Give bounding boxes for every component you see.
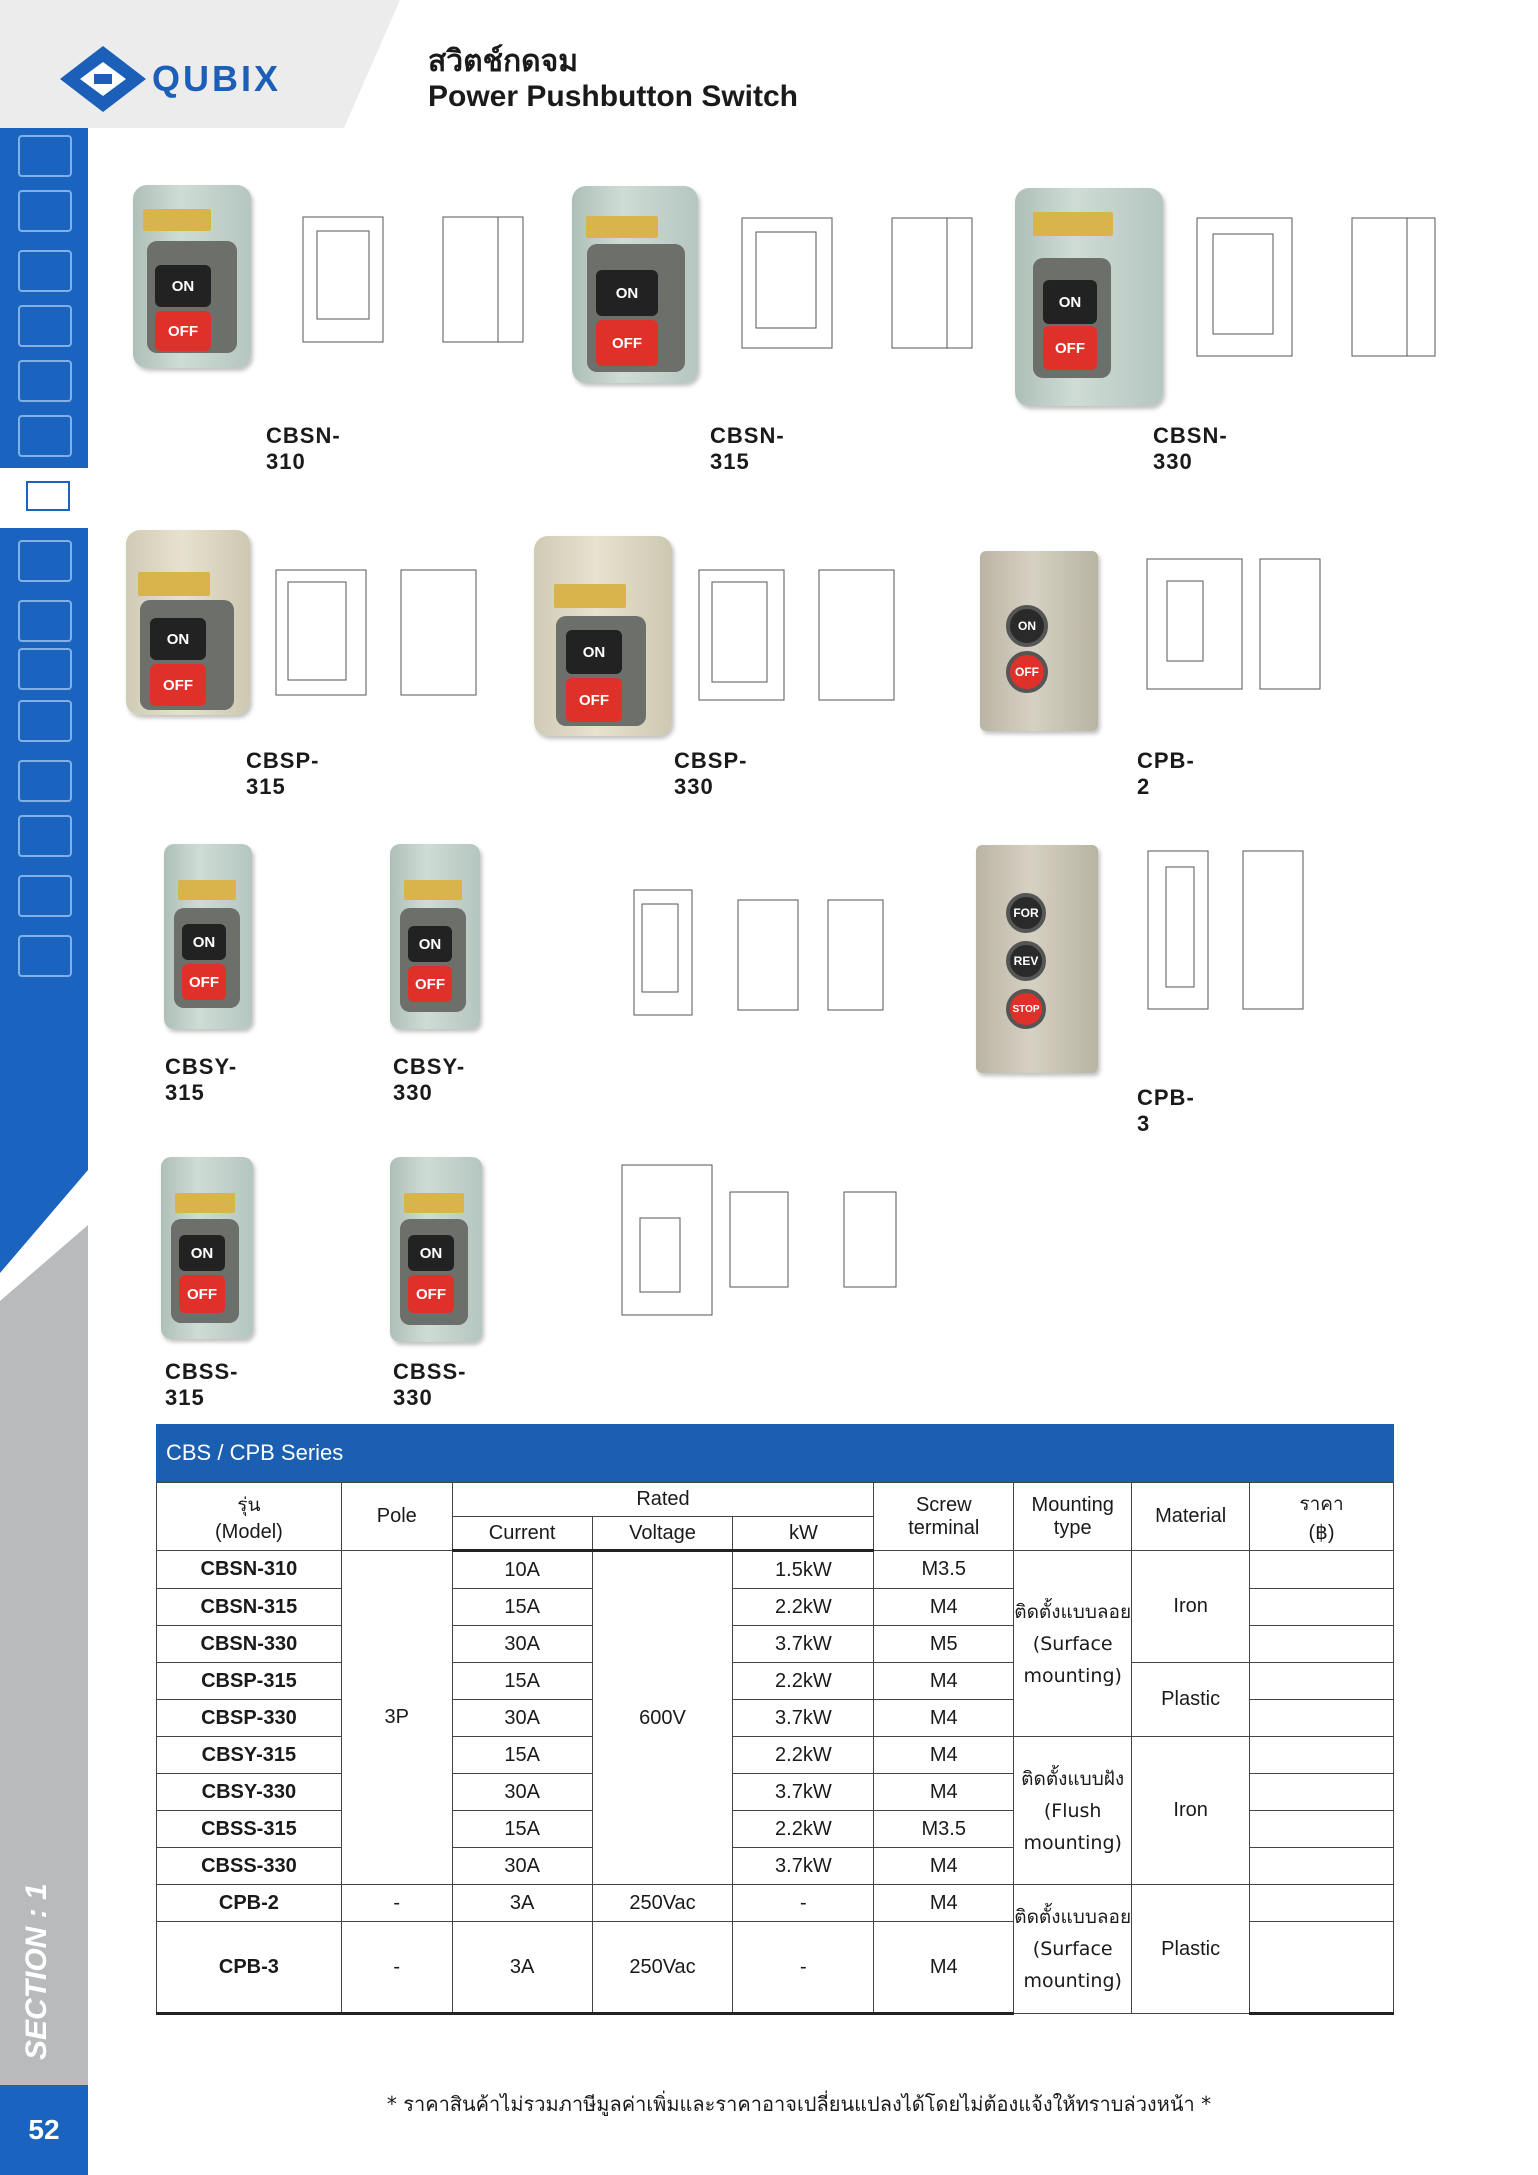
table-row: CBSN-310 3P 10A 600V 1.5kW M3.5 ติดตั้งแบบลอย (Surface mounting) Iron xyxy=(157,1551,1394,1589)
price-disclaimer: * ราคาสินค้าไม่รวมภาษีมูลค่าเพิ่มและราคาอาจเปลี่ยนแปลงได้โดยไม่ต้องแจ้งให้ทราบล่วงหน้า * xyxy=(386,2092,1212,2116)
model-name: CBSN-330 xyxy=(1153,423,1228,474)
switch-photo xyxy=(390,1157,482,1342)
sidebar-tab-icon[interactable] xyxy=(18,700,72,742)
off-button: OFF xyxy=(179,1275,225,1313)
header-voltage: Voltage xyxy=(592,1517,733,1551)
off-button: OFF xyxy=(408,966,452,1002)
switch-photo xyxy=(133,185,251,368)
model-name: CBSP-330 xyxy=(674,748,748,799)
table-row: CPB-3 - 3A 250Vac - M4 xyxy=(157,1922,1394,2014)
price-cell xyxy=(1250,1589,1394,1626)
reverse-button: REV xyxy=(1006,941,1046,981)
page-title-english: Power Pushbutton Switch xyxy=(428,80,799,113)
sidebar-tab-icon[interactable] xyxy=(18,760,72,802)
mounting-surface-cell: ติดตั้งแบบลอย (Surface mounting) xyxy=(1014,1885,1132,2014)
section-label: SECTION : 1 xyxy=(20,1883,53,2060)
voltage-600v-cell: 600V xyxy=(592,1551,733,1885)
model-name: CPB-3 xyxy=(1137,1085,1195,1136)
material-cell: Plastic xyxy=(1132,1885,1250,2014)
header-mounting: Mounting type xyxy=(1014,1483,1132,1551)
sidebar-tab-icon[interactable] xyxy=(18,935,72,977)
rating-plate xyxy=(554,584,626,608)
header-kw: kW xyxy=(733,1517,874,1551)
rating-plate xyxy=(143,209,211,231)
header-material: Material xyxy=(1132,1483,1250,1551)
on-button: ON xyxy=(155,265,211,307)
rating-plate xyxy=(178,880,236,900)
off-button: OFF xyxy=(155,311,211,351)
dimension-drawing xyxy=(1145,539,1445,709)
cbsy-dimension-drawing xyxy=(618,850,918,1045)
pushbutton-switch-icon xyxy=(26,481,70,511)
on-button: ON xyxy=(179,1235,225,1271)
off-button: OFF xyxy=(1043,326,1097,370)
off-button: OFF xyxy=(596,320,658,366)
price-cell xyxy=(1250,1848,1394,1885)
sidebar-tab-icon[interactable] xyxy=(18,875,72,917)
price-cell xyxy=(1250,1811,1394,1848)
sidebar-tab-icon[interactable] xyxy=(18,815,72,857)
on-button: ON xyxy=(182,924,226,960)
off-button: OFF xyxy=(408,1275,454,1313)
on-button: ON xyxy=(408,1235,454,1271)
price-cell xyxy=(1250,1551,1394,1589)
page-title-thai: สวิตช์กดจม xyxy=(428,44,578,79)
switch-photo xyxy=(390,844,480,1029)
table-row: CBSY-315 15A 2.2kW M4 ติดตั้งแบบฝัง (Flush mounting) Iron xyxy=(157,1737,1394,1774)
on-button: ON xyxy=(408,926,452,962)
header-pole: Pole xyxy=(341,1483,452,1551)
switch-photo xyxy=(1015,188,1163,406)
price-cell xyxy=(1250,1663,1394,1700)
header-rated: Rated xyxy=(452,1483,874,1517)
price-cell xyxy=(1250,1885,1394,1922)
stop-button: STOP xyxy=(1006,989,1046,1029)
switch-photo xyxy=(161,1157,253,1339)
model-name: CPB-2 xyxy=(1137,748,1195,799)
pole-3p-cell: 3P xyxy=(341,1551,452,1885)
price-cell xyxy=(1250,1737,1394,1774)
switch-photo xyxy=(534,536,672,736)
table-row: CBSN-330 30A 3.7kW M5 xyxy=(157,1626,1394,1663)
price-cell xyxy=(1250,1922,1394,2014)
rating-plate xyxy=(138,572,210,596)
sidebar-tab-icon[interactable] xyxy=(18,250,72,292)
off-button: OFF xyxy=(566,678,622,722)
rating-plate xyxy=(175,1193,235,1213)
switch-photo xyxy=(164,844,252,1029)
sidebar-tab-icon[interactable] xyxy=(18,360,72,402)
table-row: CBSS-315 15A 2.2kW M3.5 xyxy=(157,1811,1394,1848)
table-row: CBSY-330 30A 3.7kW M4 xyxy=(157,1774,1394,1811)
off-button: OFF xyxy=(182,964,226,1000)
header-price: ราคา (฿) xyxy=(1250,1483,1394,1551)
rating-plate xyxy=(1033,212,1113,236)
material-cell: Iron xyxy=(1132,1551,1250,1663)
table-row: CBSS-330 30A 3.7kW M4 xyxy=(157,1848,1394,1885)
sidebar-tab-icon[interactable] xyxy=(18,540,72,582)
on-button: ON xyxy=(1006,605,1048,647)
rating-plate xyxy=(404,880,462,900)
page-number: 52 xyxy=(0,2085,88,2175)
table-row: CBSN-315 15A 2.2kW M4 xyxy=(157,1589,1394,1626)
model-name: CBSN-315 xyxy=(710,423,785,474)
sidebar-tab-icon[interactable] xyxy=(18,415,72,457)
sidebar-tab-icon[interactable] xyxy=(18,135,72,177)
rating-plate xyxy=(404,1193,464,1213)
switch-photo xyxy=(976,845,1098,1073)
material-cell: Plastic xyxy=(1132,1663,1250,1737)
model-name: CBSP-315 xyxy=(246,748,320,799)
model-name: CBSS-315 xyxy=(165,1359,239,1410)
off-button: OFF xyxy=(1006,651,1048,693)
off-button: OFF xyxy=(150,664,206,706)
on-button: ON xyxy=(150,618,206,660)
forward-button: FOR xyxy=(1006,893,1046,933)
series-table-title: CBS / CPB Series xyxy=(156,1424,1394,1482)
switch-photo xyxy=(980,551,1098,731)
model-name: CBSS-330 xyxy=(393,1359,467,1410)
price-cell xyxy=(1250,1774,1394,1811)
specification-table xyxy=(156,1482,1394,2015)
table-row: CPB-2 - 3A 250Vac - M4 ติดตั้งแบบลอย (Surface mounting) Plastic xyxy=(157,1885,1394,1922)
brand-name: QUBIX xyxy=(152,58,282,99)
switch-photo xyxy=(572,186,698,383)
on-button: ON xyxy=(1043,280,1097,324)
switch-photo xyxy=(126,530,250,715)
table-row: CBSP-315 15A 2.2kW M4 Plastic xyxy=(157,1663,1394,1700)
sidebar-tab-icon[interactable] xyxy=(18,600,72,642)
price-cell xyxy=(1250,1626,1394,1663)
rating-plate xyxy=(586,216,658,238)
on-button: ON xyxy=(566,630,622,674)
header-model: รุ่น (Model) xyxy=(157,1483,342,1551)
mounting-surface-cell: ติดตั้งแบบลอย (Surface mounting) xyxy=(1014,1551,1132,1737)
header-current: Current xyxy=(452,1517,592,1551)
model-name: CBSN-310 xyxy=(266,423,341,474)
dimension-drawing xyxy=(1146,837,1446,1027)
dimension-drawing xyxy=(1187,196,1537,386)
sidebar-tab-icon[interactable] xyxy=(18,648,72,690)
price-cell xyxy=(1250,1700,1394,1737)
on-button: ON xyxy=(596,270,658,316)
sidebar-tab-icon[interactable] xyxy=(18,190,72,232)
material-cell: Iron xyxy=(1132,1737,1250,1885)
model-name: CBSY-315 xyxy=(165,1054,238,1105)
mounting-flush-cell: ติดตั้งแบบฝัง (Flush mounting) xyxy=(1014,1737,1132,1885)
table-row: CBSP-330 30A 3.7kW M4 xyxy=(157,1700,1394,1737)
model-name: CBSY-330 xyxy=(393,1054,466,1105)
sidebar-tab-icon[interactable] xyxy=(18,305,72,347)
header-screw: Screw terminal xyxy=(874,1483,1014,1551)
cbss-dimension-drawing xyxy=(618,1160,918,1325)
